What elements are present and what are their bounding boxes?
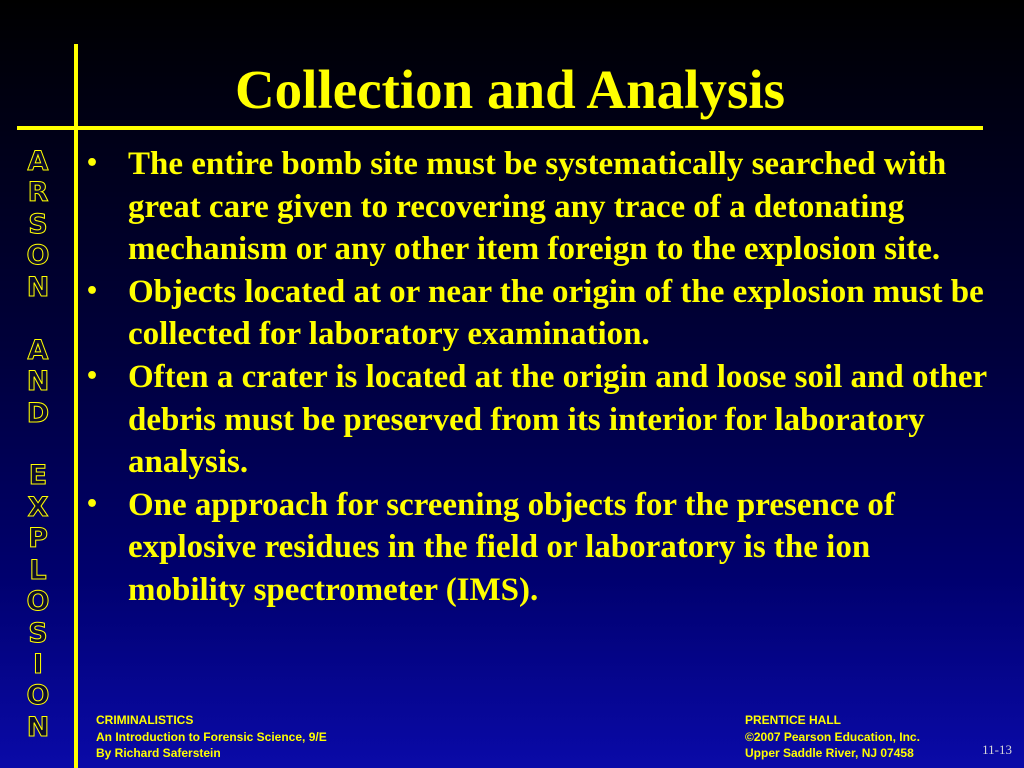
bullet-text: Often a crater is located at the origin and loose soil and other debris must be preserved from its interior for laboratory analysis. [128,358,987,481]
side-letter: D [26,397,50,429]
footer-address: Upper Saddle River, NJ 07458 [745,746,914,760]
side-letter: O [26,240,50,272]
side-letter: A [27,146,49,177]
side-letter: O [26,680,50,712]
footer-copyright: ©2007 Pearson Education, Inc. [745,729,920,744]
slide-title: Collection and Analysis [234,59,786,120]
bullet-dot-icon: • [85,491,100,517]
bullet-list [85,143,990,612]
bullet-dot-icon: • [85,151,100,176]
side-letter: X [27,491,49,523]
bullet-item [85,271,990,356]
side-letter: N [26,711,50,743]
title-underline-rule [17,126,983,130]
bullet-text: Objects located at or near the origin of the explosion must be collected for laboratory examination. [128,273,984,353]
footer-publisher-name: PRENTICE HALL [745,713,841,727]
bullet-text: One approach for screening objects for the presence of explosive residues in the field or laboratory is the ion mobility spectrometer (IMS). [128,486,895,608]
bullet-dot-icon: • [85,363,100,389]
footer-book-title: CRIMINALISTICS [96,713,194,727]
footer-book-author: By Richard Saferstein [96,746,221,760]
side-letter: A [27,334,49,366]
side-letter: R [27,177,49,209]
side-letter: O [26,586,50,618]
bullet-item [85,356,990,484]
bullet-dot-icon: • [85,278,100,304]
side-letter: I [32,649,44,680]
bullet-item [85,484,990,612]
side-letter: S [28,617,48,649]
footer-book-subtitle: An Introduction to Forensic Science, 9/E [96,729,327,744]
vertical-rule [74,44,78,768]
side-letter: N [26,271,50,303]
side-letter: L [29,554,47,586]
side-vertical-label [8,146,68,743]
footer-book-credit [96,712,327,762]
side-letter: S [28,208,48,240]
slide-number: 11-13 [982,742,1012,757]
side-letter: P [28,523,48,555]
bullet-text: The entire bomb site must be systematically searched with great care given to recovering any trace of a detonating mechanism or any other item foreign to the explosion site. [128,146,947,268]
side-letter: N [26,366,50,398]
bullet-item [85,143,990,271]
footer-publisher-credit [745,712,920,762]
side-letter: E [28,460,48,492]
